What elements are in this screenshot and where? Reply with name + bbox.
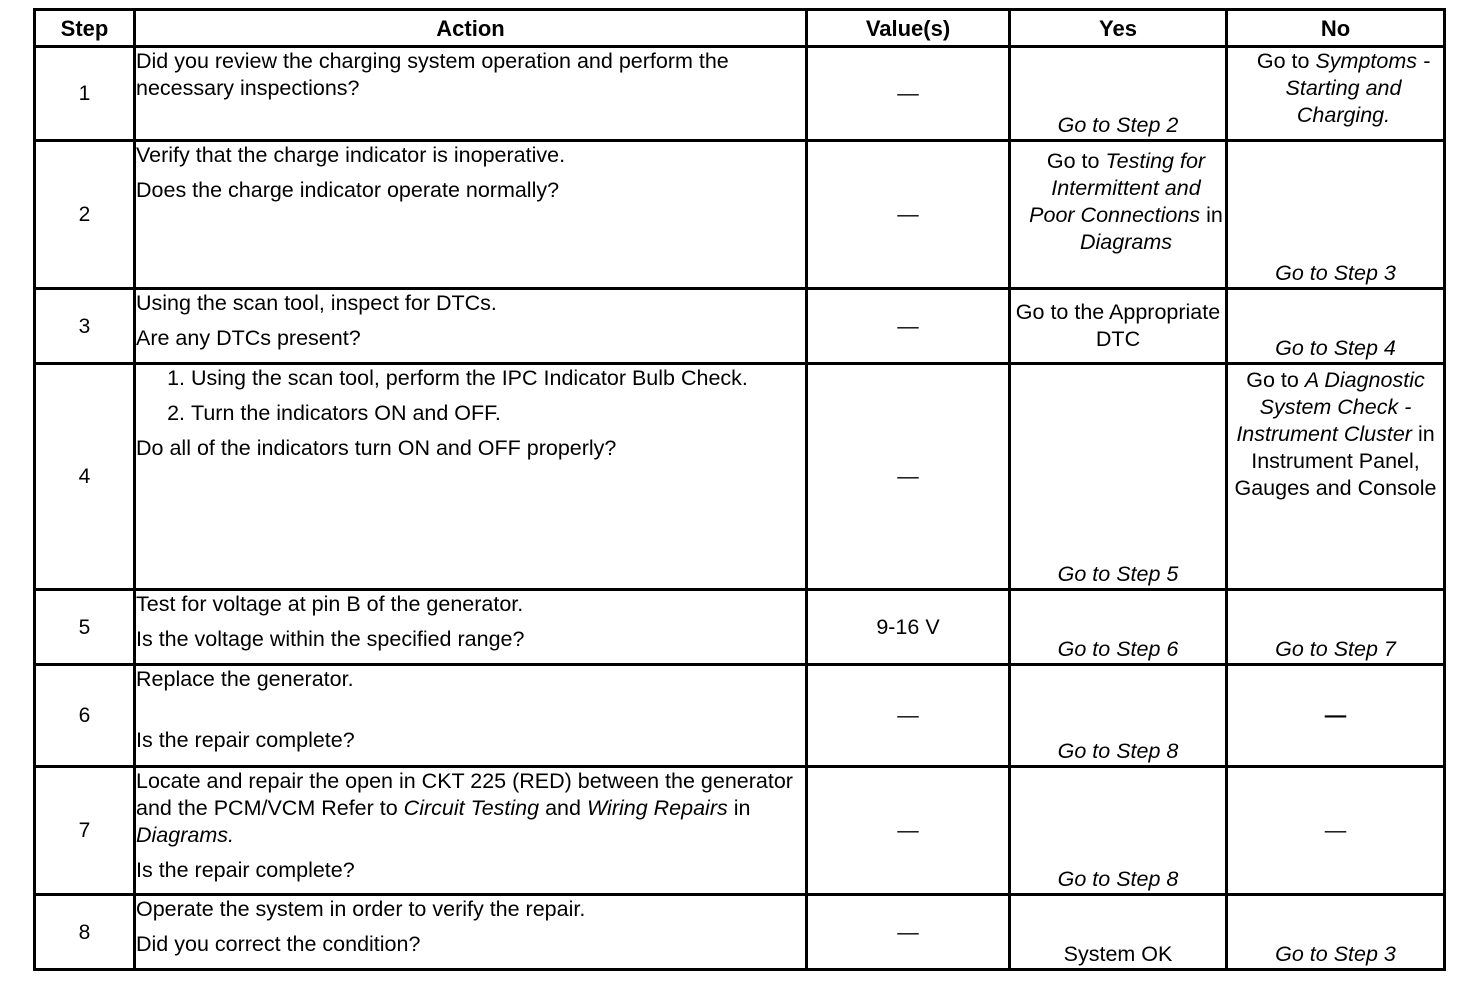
yes-cell [1010, 364, 1227, 590]
value-cell: 9-16 V [807, 590, 1010, 665]
action-question: Did you correct the condition? [136, 932, 421, 956]
value-cell: — [807, 767, 1010, 895]
yes-mid: in [1206, 203, 1223, 227]
action-cell [135, 590, 807, 665]
action-text-part: in [733, 796, 751, 820]
action-text: Replace the generator. [136, 667, 354, 691]
no-cell [1227, 47, 1445, 141]
yes-cell [1010, 895, 1227, 970]
diagnostic-table [33, 8, 1446, 971]
action-cell [135, 289, 807, 364]
header-action: Action [135, 10, 807, 47]
action-question: Does the charge indicator operate normally? [136, 178, 560, 202]
action-step-item: 2. Turn the indicators ON and OFF. [191, 400, 805, 427]
value-cell: — [807, 665, 1010, 767]
table-row [35, 364, 1445, 590]
step-number: 4 [35, 364, 135, 590]
no-result: Go to Step 7 [1275, 637, 1396, 661]
yes-reference: Testing for Intermittent and Poor Connections [1029, 149, 1206, 227]
table-row [35, 590, 1445, 665]
action-question: Did you review the charging system operation and perform the necessary inspections? [136, 49, 729, 100]
table-row [35, 665, 1445, 767]
no-cell [1227, 590, 1445, 665]
table-row [35, 767, 1445, 895]
action-cell [135, 895, 807, 970]
action-text-part: Locate and repair the open in CKT 225 (RED) between the generator and the PCM/VCM Refer to [136, 769, 793, 820]
action-cell [135, 141, 807, 289]
no-prefix: Go to [1246, 368, 1299, 392]
yes-cell [1010, 590, 1227, 665]
no-result: Go to Step 3 [1275, 942, 1396, 966]
value-cell: — [807, 47, 1010, 141]
step-number: 7 [35, 767, 135, 895]
yes-result: Go to Step 8 [1057, 739, 1179, 763]
action-question: Is the repair complete? [136, 858, 355, 882]
header-yes: Yes [1010, 10, 1227, 47]
action-cell [135, 364, 807, 590]
no-reference: A Diagnostic System Check - Instrument Cluster [1236, 368, 1425, 446]
no-prefix: Go to [1256, 49, 1310, 73]
yes-result: Go to Step 2 [1057, 113, 1179, 137]
no-cell [1227, 665, 1445, 767]
step-number: 5 [35, 590, 135, 665]
action-question: Are any DTCs present? [136, 326, 361, 350]
no-result: — [1324, 818, 1347, 842]
step-number: 2 [35, 141, 135, 289]
action-text: Test for voltage at pin B of the generator. [136, 592, 524, 616]
step-number: 1 [35, 47, 135, 141]
yes-cell [1010, 47, 1227, 141]
table-row [35, 289, 1445, 364]
action-text [136, 768, 805, 849]
action-text-part: and [545, 796, 581, 820]
step-number: 3 [35, 289, 135, 364]
action-text: Verify that the charge indicator is inoperative. [136, 143, 566, 167]
no-result: Go to Step 3 [1275, 261, 1396, 285]
action-cell [135, 47, 807, 141]
yes-result: Go to the Appropriate DTC [1015, 300, 1221, 351]
yes-cell [1010, 289, 1227, 364]
yes-reference-2: Diagrams [1080, 230, 1172, 254]
no-cell [1227, 289, 1445, 364]
action-text: Operate the system in order to verify the repair. [136, 897, 586, 921]
value-cell: — [807, 141, 1010, 289]
no-mid: in Instrument Panel, Gauges and Console [1234, 422, 1437, 500]
action-question: Is the voltage within the specified range? [136, 627, 525, 651]
header-value: Value(s) [807, 10, 1010, 47]
step-number: 8 [35, 895, 135, 970]
no-cell [1227, 141, 1445, 289]
action-question: Is the repair complete? [136, 728, 355, 752]
action-cell [135, 767, 807, 895]
action-step-item: 1. Using the scan tool, perform the IPC Indicator Bulb Check. [191, 365, 805, 392]
yes-cell [1010, 141, 1227, 289]
yes-result: Go to Step 8 [1057, 867, 1179, 891]
header-row [35, 10, 1445, 47]
action-reference: Wiring Repairs [586, 796, 728, 820]
no-result: Go to Step 4 [1275, 336, 1396, 360]
no-cell [1227, 895, 1445, 970]
no-result: — [1324, 703, 1347, 727]
header-step: Step [35, 10, 135, 47]
action-reference: Diagrams. [136, 823, 234, 847]
yes-result: Go to Step 6 [1057, 637, 1179, 661]
action-text: Using the scan tool, inspect for DTCs. [136, 291, 497, 315]
no-reference: Symptoms - Starting and Charging. [1285, 49, 1431, 127]
yes-result: System OK [1063, 942, 1173, 966]
value-cell: — [807, 289, 1010, 364]
yes-prefix: Go to [1046, 149, 1100, 173]
action-reference: Circuit Testing [403, 796, 540, 820]
action-cell [135, 665, 807, 767]
no-cell [1227, 767, 1445, 895]
table-row [35, 895, 1445, 970]
action-steps [136, 365, 805, 427]
step-number: 6 [35, 665, 135, 767]
action-question: Do all of the indicators turn ON and OFF properly? [136, 436, 617, 460]
yes-cell [1010, 767, 1227, 895]
yes-cell [1010, 665, 1227, 767]
yes-result: Go to Step 5 [1057, 562, 1179, 586]
value-cell: — [807, 895, 1010, 970]
header-no: No [1227, 10, 1445, 47]
table-row [35, 47, 1445, 141]
value-cell: — [807, 364, 1010, 590]
no-cell [1227, 364, 1445, 590]
table-row [35, 141, 1445, 289]
